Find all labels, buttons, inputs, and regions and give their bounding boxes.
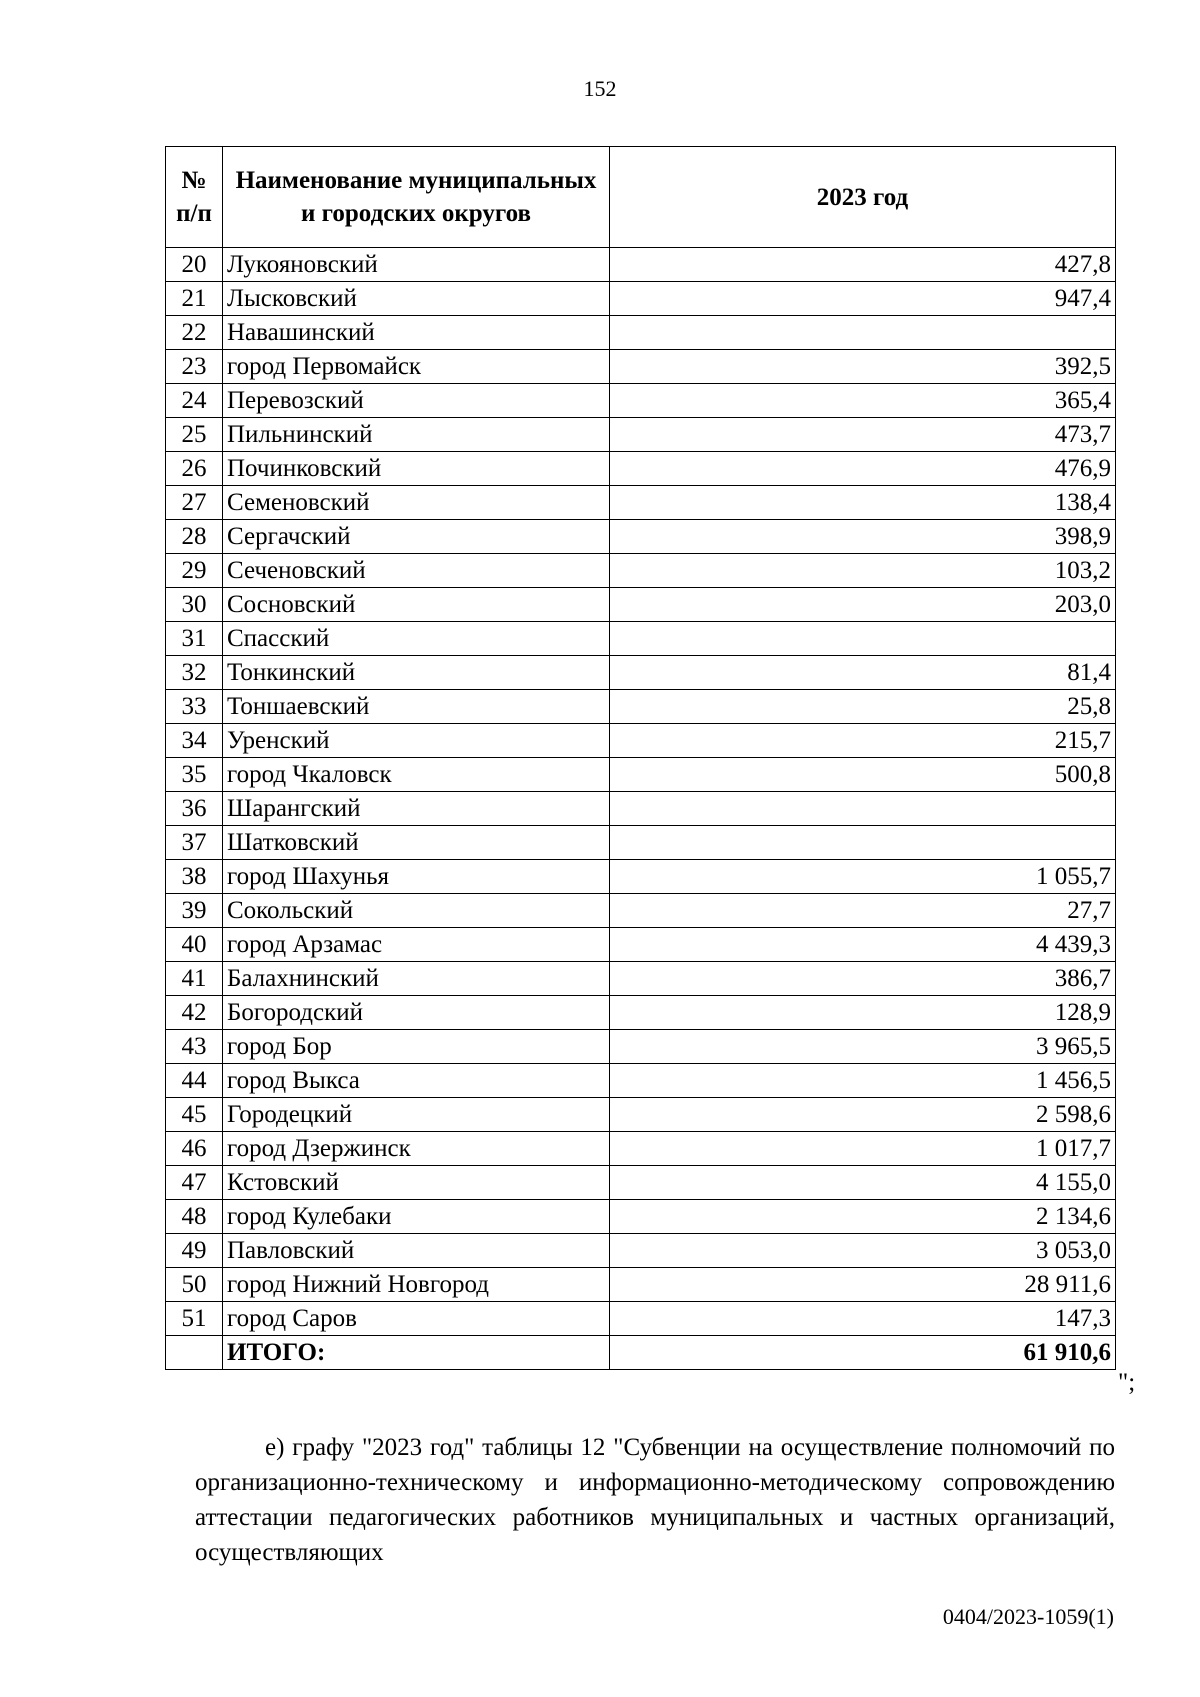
- table-row: [166, 316, 1116, 350]
- row-number: 47: [166, 1166, 223, 1200]
- row-number: 28: [166, 520, 223, 554]
- row-number: 37: [166, 826, 223, 860]
- row-value: 138,4: [610, 486, 1116, 520]
- row-number: 51: [166, 1302, 223, 1336]
- row-name: Семеновский: [223, 486, 610, 520]
- row-value: 215,7: [610, 724, 1116, 758]
- table-row: [166, 1268, 1116, 1302]
- table-row: [166, 928, 1116, 962]
- table-row: [166, 282, 1116, 316]
- row-number: 22: [166, 316, 223, 350]
- table-row: [166, 724, 1116, 758]
- row-value: 25,8: [610, 690, 1116, 724]
- row-name: Сергачский: [223, 520, 610, 554]
- closing-quote-mark: ";: [1118, 1369, 1136, 1396]
- row-value: [610, 826, 1116, 860]
- table-row: [166, 384, 1116, 418]
- row-value: 386,7: [610, 962, 1116, 996]
- row-number: 36: [166, 792, 223, 826]
- row-name: Навашинский: [223, 316, 610, 350]
- total-value: 61 910,6: [610, 1336, 1116, 1370]
- table-row: [166, 894, 1116, 928]
- table-row: [166, 1064, 1116, 1098]
- row-name: Кстовский: [223, 1166, 610, 1200]
- row-number: 45: [166, 1098, 223, 1132]
- row-value: 476,9: [610, 452, 1116, 486]
- row-number: 48: [166, 1200, 223, 1234]
- table-row: [166, 962, 1116, 996]
- row-number: 26: [166, 452, 223, 486]
- row-name: город Дзержинск: [223, 1132, 610, 1166]
- row-value: 398,9: [610, 520, 1116, 554]
- table-row: [166, 1098, 1116, 1132]
- row-number: 31: [166, 622, 223, 656]
- table-row: [166, 520, 1116, 554]
- total-num-cell: [166, 1336, 223, 1370]
- row-number: 46: [166, 1132, 223, 1166]
- row-number: 44: [166, 1064, 223, 1098]
- row-value: 473,7: [610, 418, 1116, 452]
- table-header-row: [166, 147, 1116, 248]
- row-name: город Нижний Новгород: [223, 1268, 610, 1302]
- row-name: Уренский: [223, 724, 610, 758]
- header-num: № п/п: [166, 147, 223, 248]
- row-number: 39: [166, 894, 223, 928]
- row-name: город Выкса: [223, 1064, 610, 1098]
- table-row: [166, 418, 1116, 452]
- row-value: [610, 316, 1116, 350]
- row-name: Починковский: [223, 452, 610, 486]
- row-number: 42: [166, 996, 223, 1030]
- row-value: 947,4: [610, 282, 1116, 316]
- row-value: 427,8: [610, 248, 1116, 282]
- row-number: 38: [166, 860, 223, 894]
- row-value: 103,2: [610, 554, 1116, 588]
- table-body: [166, 248, 1116, 1336]
- row-name: Сосновский: [223, 588, 610, 622]
- row-number: 34: [166, 724, 223, 758]
- row-value: [610, 622, 1116, 656]
- page-number: 152: [583, 76, 617, 101]
- row-name: Лысковский: [223, 282, 610, 316]
- table-row: [166, 1132, 1116, 1166]
- row-name: город Первомайск: [223, 350, 610, 384]
- row-number: 30: [166, 588, 223, 622]
- table-row: [166, 622, 1116, 656]
- document-code: 0404/2023-1059(1): [942, 1604, 1114, 1629]
- table-row: [166, 486, 1116, 520]
- row-number: 20: [166, 248, 223, 282]
- row-name: Павловский: [223, 1234, 610, 1268]
- header-name: Наименование муниципальных и городских округов: [223, 147, 610, 248]
- row-value: 3 053,0: [610, 1234, 1116, 1268]
- table-row: [166, 1030, 1116, 1064]
- row-value: 1 055,7: [610, 860, 1116, 894]
- table-row: [166, 656, 1116, 690]
- row-value: 392,5: [610, 350, 1116, 384]
- row-name: Лукояновский: [223, 248, 610, 282]
- row-number: 21: [166, 282, 223, 316]
- row-value: 28 911,6: [610, 1268, 1116, 1302]
- row-name: Тонкинский: [223, 656, 610, 690]
- row-name: Шатковский: [223, 826, 610, 860]
- row-number: 27: [166, 486, 223, 520]
- row-value: 1 017,7: [610, 1132, 1116, 1166]
- row-number: 49: [166, 1234, 223, 1268]
- table-row: [166, 1200, 1116, 1234]
- row-name: Сокольский: [223, 894, 610, 928]
- row-name: Богородский: [223, 996, 610, 1030]
- row-number: 24: [166, 384, 223, 418]
- row-number: 32: [166, 656, 223, 690]
- row-value: 203,0: [610, 588, 1116, 622]
- row-value: 128,9: [610, 996, 1116, 1030]
- row-name: Спасский: [223, 622, 610, 656]
- header-year: 2023 год: [610, 147, 1116, 248]
- table-row: [166, 588, 1116, 622]
- row-name: Сеченовский: [223, 554, 610, 588]
- row-number: 40: [166, 928, 223, 962]
- row-value: 500,8: [610, 758, 1116, 792]
- row-name: Балахнинский: [223, 962, 610, 996]
- row-value: 2 598,6: [610, 1098, 1116, 1132]
- table-row: [166, 248, 1116, 282]
- table-row: [166, 1234, 1116, 1268]
- row-value: 27,7: [610, 894, 1116, 928]
- row-number: 50: [166, 1268, 223, 1302]
- table-row: [166, 690, 1116, 724]
- row-number: 43: [166, 1030, 223, 1064]
- amendment-text: е) графу "2023 год" таблицы 12 "Субвенции на осуществление полномочий по организационно-техническому и информационно-методическому сопровождению аттестации педагогических работников муниципальных и частных организаций, осуществляющих: [195, 1434, 1115, 1566]
- row-number: 25: [166, 418, 223, 452]
- row-number: 23: [166, 350, 223, 384]
- row-name: Городецкий: [223, 1098, 610, 1132]
- table-row: [166, 792, 1116, 826]
- table-row: [166, 996, 1116, 1030]
- row-value: 3 965,5: [610, 1030, 1116, 1064]
- row-name: город Чкаловск: [223, 758, 610, 792]
- table-row: [166, 452, 1116, 486]
- row-value: 81,4: [610, 656, 1116, 690]
- row-name: город Бор: [223, 1030, 610, 1064]
- row-value: 1 456,5: [610, 1064, 1116, 1098]
- total-label: ИТОГО:: [223, 1336, 610, 1370]
- row-name: Перевозский: [223, 384, 610, 418]
- row-value: 365,4: [610, 384, 1116, 418]
- subvention-table: [165, 146, 1116, 1370]
- table-row: [166, 1302, 1116, 1336]
- row-name: Пильнинский: [223, 418, 610, 452]
- row-number: 33: [166, 690, 223, 724]
- table-row: [166, 826, 1116, 860]
- total-row: [166, 1336, 1116, 1370]
- amendment-paragraph: [195, 1430, 1115, 1570]
- row-name: город Кулебаки: [223, 1200, 610, 1234]
- row-number: 41: [166, 962, 223, 996]
- table-row: [166, 860, 1116, 894]
- row-value: 147,3: [610, 1302, 1116, 1336]
- row-value: 4 439,3: [610, 928, 1116, 962]
- table-row: [166, 554, 1116, 588]
- row-value: 2 134,6: [610, 1200, 1116, 1234]
- row-number: 29: [166, 554, 223, 588]
- row-value: [610, 792, 1116, 826]
- row-name: Шарангский: [223, 792, 610, 826]
- row-name: город Шахунья: [223, 860, 610, 894]
- row-name: Тоншаевский: [223, 690, 610, 724]
- row-value: 4 155,0: [610, 1166, 1116, 1200]
- table-row: [166, 758, 1116, 792]
- row-name: город Саров: [223, 1302, 610, 1336]
- table-row: [166, 1166, 1116, 1200]
- row-number: 35: [166, 758, 223, 792]
- row-name: город Арзамас: [223, 928, 610, 962]
- table-row: [166, 350, 1116, 384]
